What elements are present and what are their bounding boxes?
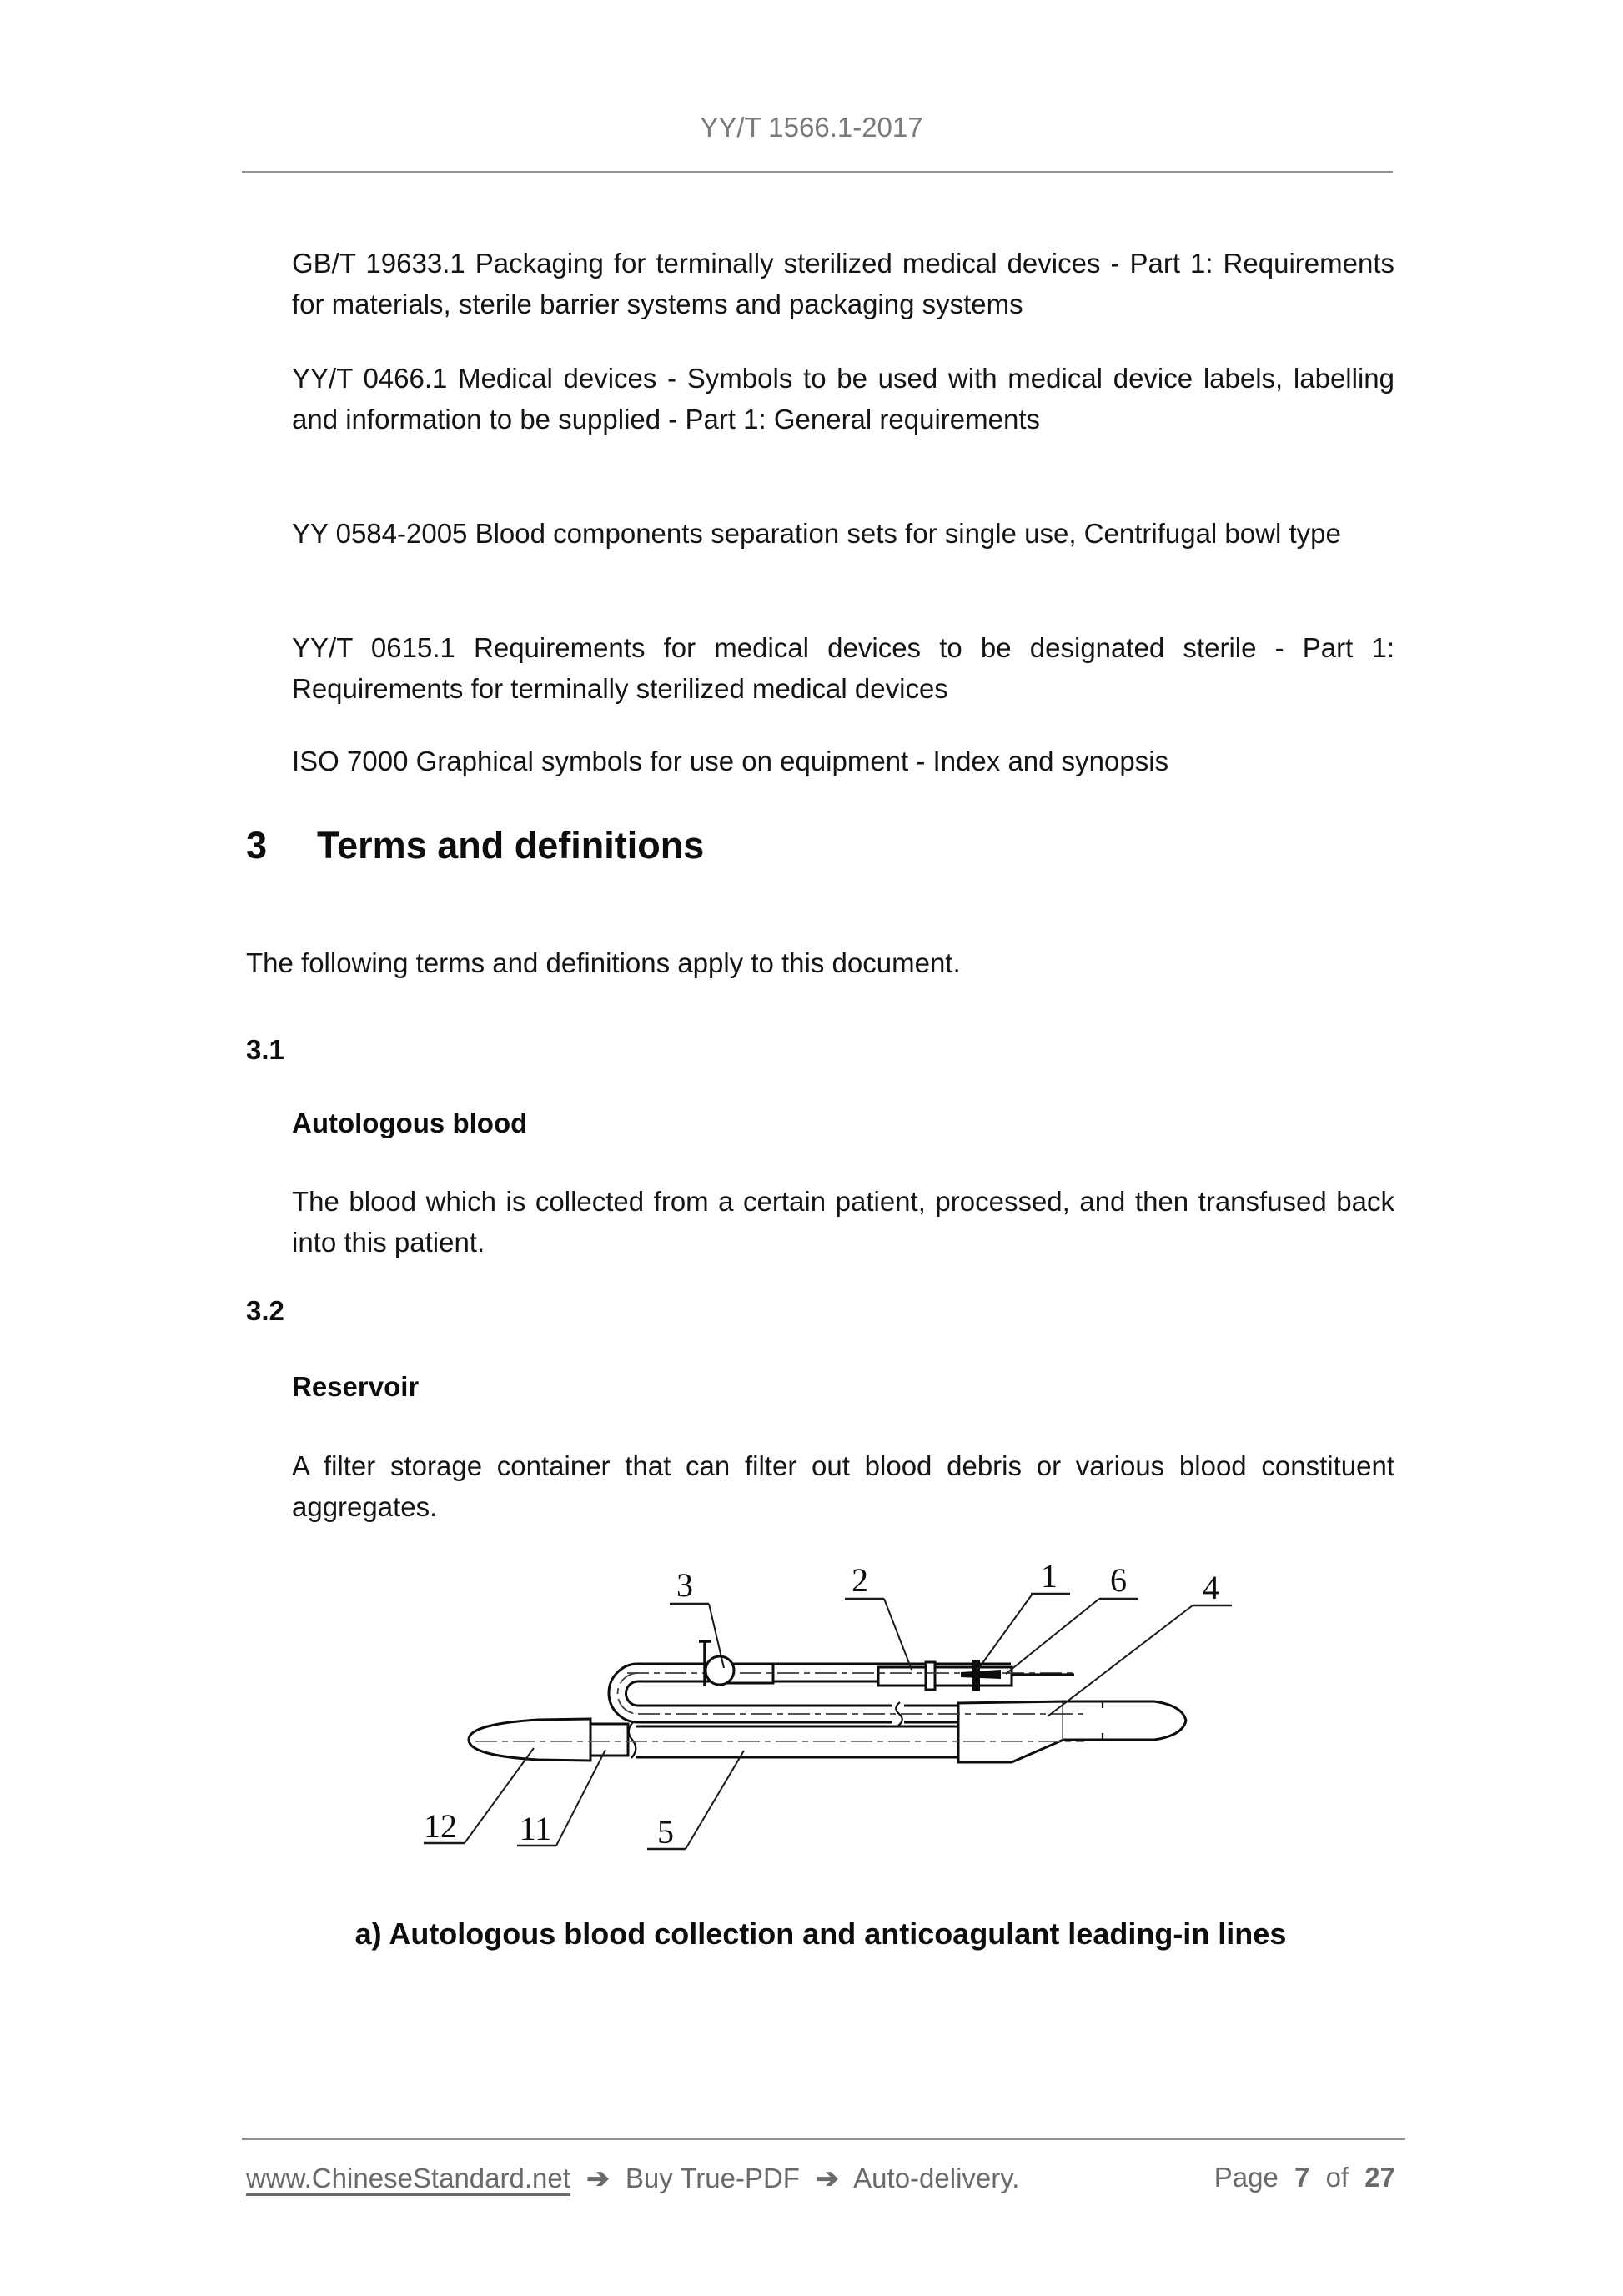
section-heading [246, 824, 704, 867]
footer-action-delivery: Auto-delivery. [853, 2163, 1020, 2193]
section-title: Terms and definitions [317, 824, 705, 867]
figure-callout-12 [424, 1748, 534, 1845]
figure-label: 6 [1110, 1561, 1127, 1599]
term-number-3-2: 3.2 [246, 1295, 284, 1326]
clamp-ring [706, 1656, 734, 1685]
page-header-title: YY/T 1566.1-2017 [700, 112, 923, 143]
left-connector [590, 1724, 628, 1756]
u-turn-centerline [618, 1673, 639, 1714]
of-word: of [1325, 2162, 1349, 2193]
reference-paragraph: ISO 7000 Graphical symbols for use on equipment - Index and synopsis [292, 746, 1169, 776]
footer-action-buy: Buy True-PDF [625, 2163, 800, 2193]
figure-callout-11 [517, 1750, 605, 1847]
luer-connector-2 [878, 1667, 926, 1686]
header-divider [242, 171, 1393, 173]
figure-label: 4 [1203, 1569, 1219, 1606]
arrow-icon: ➔ [586, 2163, 610, 2193]
leader-line [556, 1750, 605, 1846]
arrow-icon: ➔ [816, 2163, 839, 2193]
term-name-autologous-blood: Autologous blood [292, 1108, 528, 1138]
device-drawing-svg [417, 1551, 1251, 1868]
figure-callout-3 [670, 1566, 724, 1668]
figure-technical-drawing [417, 1551, 1251, 1868]
figure-label: 1 [1041, 1557, 1058, 1595]
reference-paragraph: YY/T 0615.1 Requirements for medical devices to be designated sterile - Part 1: Requirements for terminally sterilized medical devices [292, 632, 1394, 704]
leader-line [884, 1599, 912, 1670]
figure-callout-5 [647, 1751, 744, 1851]
page-footer [246, 2162, 1395, 2194]
device-outlines [469, 1662, 1186, 1762]
reference-paragraph: YY 0584-2005 Blood components separation sets for single use, Centrifugal bowl type [292, 518, 1341, 549]
term-definition: A filter storage container that can filter out blood debris or various blood constituent aggregates. [292, 1450, 1394, 1522]
page-word: Page [1213, 2162, 1279, 2193]
figure-callout-1 [978, 1557, 1070, 1669]
connector-flange [926, 1662, 935, 1690]
page-total: 27 [1364, 2162, 1395, 2193]
figure-label: 12 [424, 1807, 457, 1845]
figure-label: 11 [519, 1810, 552, 1847]
figure-callout-2 [845, 1561, 912, 1670]
footer-divider [242, 2138, 1405, 2140]
footer-link[interactable]: www.ChineseStandard.net [246, 2163, 570, 2193]
figure-label: 2 [852, 1561, 868, 1599]
figure-callout-4 [1048, 1569, 1232, 1716]
pinch-clamp [699, 1641, 734, 1686]
section-number: 3 [246, 824, 268, 867]
term-number-3-1: 3.1 [246, 1034, 284, 1065]
term-definition: The blood which is collected from a certain patient, processed, and then transfused back into this patient. [292, 1186, 1394, 1258]
intro-text: The following terms and definitions apply to this document. [246, 947, 961, 978]
page-number: 7 [1294, 2162, 1310, 2193]
leader-line [686, 1751, 744, 1849]
funnel-connector [958, 1701, 1063, 1762]
leader-line [978, 1594, 1033, 1669]
spike-guard-bar [972, 1660, 980, 1691]
term-name-reservoir: Reservoir [292, 1371, 420, 1402]
right-nozzle-cap [1063, 1701, 1186, 1740]
footer-source-line [246, 2162, 1028, 2194]
figure-callout-6 [1006, 1561, 1138, 1674]
u-turn-inner [626, 1681, 639, 1706]
reference-paragraph: YY/T 0466.1 Medical devices - Symbols to be used with medical device labels, labelling and information to be supplied - Part 1: General requirements [292, 363, 1394, 435]
page-indicator [1214, 2162, 1395, 2194]
tube-break-mark [629, 1722, 636, 1758]
figure-label: 3 [676, 1566, 693, 1604]
reference-paragraph: GB/T 19633.1 Packaging for terminally sterilized medical devices - Part 1: Requirements for materials, sterile barrier systems and packaging systems [292, 248, 1394, 319]
figure-label: 5 [657, 1813, 674, 1851]
figure-caption: a) Autologous blood collection and anticoagulant leading-in lines [354, 1917, 1287, 1951]
